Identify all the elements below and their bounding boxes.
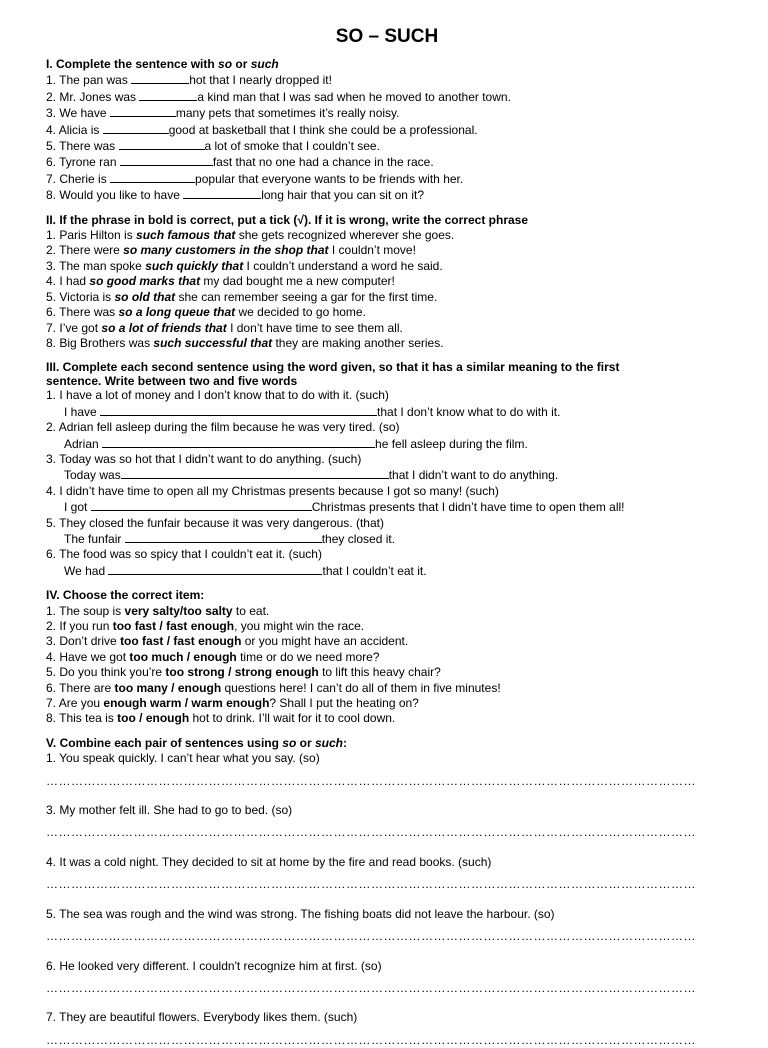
- section-3-items: [46, 388, 728, 579]
- choice-options[interactable]: too strong / strong enough: [165, 665, 319, 680]
- item-text: that I don’t know what to do with it.: [377, 404, 561, 419]
- s3-rewrite: [64, 467, 728, 483]
- item-text: There were: [59, 243, 124, 258]
- item-text: popular that everyone wants to be friends with her.: [195, 171, 464, 186]
- s3-rewrite: [64, 499, 728, 515]
- item-text: time or do we need more?: [236, 649, 380, 664]
- s4-item: [46, 650, 728, 665]
- item-number: 1.: [46, 751, 57, 766]
- s1-item: [46, 105, 728, 121]
- item-text: Cherie is: [59, 171, 111, 186]
- item-text: Adrian: [64, 436, 103, 451]
- answer-dotted-line[interactable]: …………………………………………………………………………………………………………………………………………: [46, 825, 696, 840]
- s1-item: [46, 138, 728, 154]
- s3-item: [46, 547, 728, 562]
- item-number: 4.: [46, 649, 57, 664]
- item-text: Alicia is: [58, 122, 103, 137]
- item-text: hot that I nearly dropped it!: [189, 73, 332, 88]
- choice-options[interactable]: very salty/too salty: [124, 603, 233, 618]
- heading-colon: :: [343, 735, 347, 750]
- item-text: Victoria is: [59, 289, 115, 304]
- item-text: I have a lot of money and I don’t know that to do with it. (such): [59, 388, 389, 403]
- answer-dotted-line[interactable]: …………………………………………………………………………………………………………………………………………: [46, 773, 696, 788]
- item-number: 3.: [46, 106, 57, 121]
- choice-options[interactable]: too fast / fast enough: [120, 634, 242, 649]
- item-text: Today was: [64, 468, 121, 483]
- item-text: There was: [59, 305, 119, 320]
- s5-item: [46, 959, 728, 974]
- item-text: Paris Hilton is: [59, 228, 137, 243]
- heading-so: so: [218, 57, 233, 71]
- s3-item: [46, 388, 728, 403]
- item-text: Tyrone ran: [59, 155, 120, 170]
- s1-item: [46, 89, 728, 105]
- item-text: I’ve got: [59, 320, 102, 335]
- s3-rewrite: [64, 563, 728, 579]
- item-text: fast that no one had a chance in the race.: [212, 155, 434, 170]
- item-number: 7.: [46, 1010, 57, 1025]
- heading-text: V. Combine each pair of sentences using: [46, 735, 283, 750]
- heading-such: such: [250, 57, 279, 71]
- section-4: [46, 588, 728, 727]
- item-number: 2.: [46, 420, 57, 435]
- page-title: SO – SUCH: [335, 26, 439, 47]
- item-text: to lift this heavy chair?: [318, 665, 441, 680]
- answer-blank[interactable]: [131, 72, 189, 84]
- s4-item: [46, 711, 728, 726]
- s3-rewrite: [64, 404, 728, 420]
- answer-dotted-line[interactable]: …………………………………………………………………………………………………………………………………………: [46, 1032, 696, 1047]
- item-text: My mother felt ill. She had to go to bed. (so): [59, 803, 293, 818]
- answer-dotted-line[interactable]: …………………………………………………………………………………………………………………………………………: [46, 980, 696, 995]
- item-number: 4.: [46, 483, 57, 498]
- item-text: The soup is: [59, 603, 125, 618]
- item-text: they closed it.: [321, 531, 396, 546]
- s3-rewrite: [64, 531, 728, 547]
- answer-dotted-line[interactable]: …………………………………………………………………………………………………………………………………………: [46, 877, 696, 892]
- s5-item: [46, 803, 728, 818]
- answer-blank[interactable]: [103, 122, 169, 134]
- s4-item: [46, 634, 728, 649]
- section-5-items: [46, 751, 728, 1048]
- bold-phrase: such quickly that: [145, 258, 244, 273]
- s3-item: [46, 420, 728, 435]
- choice-options[interactable]: too fast / fast enough: [112, 619, 235, 633]
- item-text: Christmas presents that I didn’t have time to open them all!: [311, 500, 625, 515]
- item-number: 3.: [46, 451, 57, 466]
- s2-item: [46, 274, 728, 289]
- item-text: to eat.: [232, 603, 270, 618]
- s4-item: [46, 619, 728, 634]
- item-number: 4.: [46, 854, 57, 869]
- item-number: 6.: [46, 547, 57, 562]
- item-text: good at basketball that I think she could be a professional.: [168, 122, 478, 137]
- s3-item: [46, 452, 728, 467]
- s5-item: [46, 907, 728, 922]
- item-number: 6.: [46, 680, 57, 695]
- section-5-heading: [46, 736, 728, 751]
- section-1-heading: [46, 57, 728, 72]
- item-text: that I couldn’t eat it.: [322, 563, 427, 578]
- item-text: I couldn’t move!: [328, 243, 416, 258]
- s4-item: [46, 696, 728, 711]
- item-text: Mr. Jones was: [59, 89, 140, 104]
- answer-blank[interactable]: [139, 89, 197, 101]
- item-text: He looked very different. I couldn't recognize him at first. (so): [59, 958, 382, 973]
- bold-phrase: so old that: [114, 289, 176, 304]
- item-number: 6.: [46, 155, 57, 170]
- s3-rewrite: [64, 436, 728, 452]
- s3-item: [46, 516, 728, 531]
- item-number: 2.: [46, 89, 57, 104]
- answer-blank[interactable]: [102, 436, 375, 448]
- item-text: she can remember seeing a gar for the first time.: [175, 289, 438, 304]
- s2-item: [46, 259, 728, 274]
- s1-item: [46, 122, 728, 138]
- s2-item: [46, 336, 728, 351]
- s2-item: [46, 321, 728, 336]
- item-text: I had: [59, 274, 90, 289]
- item-number: 1.: [46, 603, 57, 618]
- answer-blank[interactable]: [125, 531, 322, 543]
- s4-item: [46, 665, 728, 680]
- answer-blank[interactable]: [108, 563, 322, 575]
- item-text: We had: [64, 563, 109, 578]
- item-number: 7.: [46, 320, 57, 335]
- heading-line: III. Complete each second sentence using the word given, so that it has a similar meaning to the first: [46, 360, 620, 375]
- item-number: 5.: [46, 139, 57, 154]
- bold-phrase: such famous that: [136, 228, 236, 243]
- s1-item: [46, 187, 728, 203]
- bold-phrase: so a lot of friends that: [101, 320, 227, 335]
- item-number: 4.: [46, 274, 57, 289]
- item-text: Today was so hot that I didn’t want to do anything. (such): [59, 451, 362, 466]
- item-text: we decided to go home.: [235, 305, 366, 320]
- answer-blank[interactable]: [121, 467, 389, 479]
- heading-so: so: [282, 735, 297, 750]
- item-number: 1.: [46, 228, 57, 243]
- section-3: [46, 360, 728, 579]
- item-text: There was: [59, 139, 119, 154]
- item-text: I have: [64, 404, 101, 419]
- section-5: [46, 736, 728, 1048]
- item-text: They are beautiful flowers. Everybody likes them. (such): [59, 1010, 358, 1025]
- bold-phrase: such successful that: [153, 335, 273, 350]
- item-text: she gets recognized wherever she goes.: [235, 228, 455, 243]
- item-number: 8.: [46, 711, 57, 726]
- item-number: 5.: [46, 515, 57, 530]
- answer-dotted-line[interactable]: …………………………………………………………………………………………………………………………………………: [46, 929, 696, 944]
- bold-phrase: so good marks that: [89, 274, 201, 289]
- item-text: I couldn’t understand a word he said.: [243, 258, 443, 273]
- item-text: There are: [59, 680, 115, 695]
- item-text: a lot of smoke that I couldn’t see.: [204, 139, 380, 154]
- item-text: ? Shall I put the heating on?: [269, 696, 419, 711]
- s1-item: [46, 171, 728, 187]
- item-text: We have: [59, 106, 110, 121]
- item-text: Are you: [58, 696, 104, 711]
- item-text: This tea is: [59, 711, 118, 726]
- item-text: You speak quickly. I can’t hear what you say. (so): [59, 751, 320, 766]
- item-text: or you might have an accident.: [241, 634, 409, 649]
- item-text: , you might win the race.: [234, 619, 365, 633]
- item-number: 2.: [46, 243, 57, 258]
- item-number: 5.: [46, 665, 57, 680]
- section-2: [46, 213, 728, 352]
- item-number: 7.: [46, 696, 57, 711]
- item-number: 7.: [46, 171, 57, 186]
- item-text: questions here! I can’t do all of them in five minutes!: [221, 680, 501, 695]
- item-text: Adrian fell asleep during the film because he was very tired. (so): [58, 420, 400, 435]
- item-number: 6.: [46, 305, 57, 320]
- s2-item: [46, 290, 728, 305]
- heading-or: or: [232, 57, 251, 71]
- s2-item: [46, 305, 728, 320]
- s1-item: [46, 72, 728, 88]
- item-text: The food was so spicy that I couldn’t eat it. (such): [59, 547, 322, 562]
- heading-line: sentence. Write between two and five words: [46, 374, 298, 389]
- heading-or: or: [296, 735, 315, 750]
- item-text: The pan was: [59, 73, 132, 88]
- answer-blank[interactable]: [119, 138, 205, 150]
- item-number: 5.: [46, 289, 57, 304]
- choice-options[interactable]: too / enough: [117, 711, 190, 726]
- item-text: Have we got: [59, 649, 130, 664]
- item-text: hot to drink. I’ll wait for it to cool down.: [189, 711, 396, 726]
- item-number: 4.: [46, 122, 57, 137]
- heading-such: such: [314, 735, 343, 750]
- item-text: The sea was rough and the wind was strong. The fishing boats did not leave the harbour. (so): [59, 906, 555, 921]
- answer-blank[interactable]: [120, 154, 213, 166]
- section-2-heading: II. If the phrase in bold is correct, put a tick (√). If it is wrong, write the correct phrase: [46, 212, 529, 227]
- s2-item: [46, 228, 728, 243]
- s3-item: [46, 484, 728, 499]
- item-text: Don’t drive: [59, 634, 121, 649]
- section-4-items: [46, 604, 728, 727]
- item-text: I got: [64, 500, 91, 515]
- answer-blank[interactable]: [183, 187, 261, 199]
- bold-phrase: so many customers in the shop that: [123, 243, 329, 258]
- s5-item: [46, 855, 728, 870]
- item-text: The funfair: [64, 531, 125, 546]
- item-text: he fell asleep during the film.: [375, 436, 528, 451]
- item-text: They closed the funfair because it was very dangerous. (that): [59, 515, 384, 530]
- item-text: If you run: [59, 619, 113, 633]
- s5-item: [46, 1010, 728, 1025]
- item-number: 1.: [46, 73, 57, 88]
- item-text: Big Brothers was: [59, 335, 154, 350]
- s2-item: [46, 243, 728, 258]
- item-text: It was a cold night. They decided to sit at home by the fire and read books. (such): [59, 854, 492, 869]
- section-3-heading: [46, 360, 728, 388]
- item-number: 5.: [46, 906, 57, 921]
- heading-text: I. Complete the sentence with: [46, 57, 219, 71]
- s4-item: [46, 604, 728, 619]
- item-number: 3.: [46, 258, 57, 273]
- answer-blank[interactable]: [91, 499, 312, 511]
- item-text: a kind man that I was sad when he moved to another town.: [197, 89, 511, 104]
- choice-options[interactable]: enough warm / warm enough: [103, 696, 270, 711]
- item-number: 2.: [46, 619, 57, 633]
- section-1: [46, 57, 728, 204]
- item-text: I don’t have time to see them all.: [226, 320, 403, 335]
- s5-item: [46, 751, 728, 766]
- item-text: Would you like to have: [59, 188, 184, 203]
- s1-item: [46, 154, 728, 170]
- answer-blank[interactable]: [110, 171, 195, 183]
- item-text: many pets that sometimes it’s really noisy.: [175, 106, 400, 121]
- choice-options[interactable]: too much / enough: [129, 649, 237, 664]
- section-1-items: [46, 72, 728, 203]
- item-number: 8.: [46, 335, 57, 350]
- item-number: 1.: [46, 388, 57, 403]
- item-text: they are making another series.: [272, 335, 444, 350]
- section-2-items: [46, 228, 728, 351]
- item-number: 8.: [46, 188, 57, 203]
- item-text: my dad bought me a new computer!: [200, 274, 395, 289]
- item-text: The man spoke: [59, 258, 146, 273]
- item-number: 3.: [46, 634, 57, 649]
- item-number: 3.: [46, 803, 57, 818]
- item-text: long hair that you can sit on it?: [261, 188, 424, 203]
- answer-blank[interactable]: [100, 404, 377, 416]
- item-text: Do you think you’re: [59, 665, 166, 680]
- answer-blank[interactable]: [110, 105, 176, 117]
- item-text: I didn’t have time to open all my Christmas presents because I got so many! (such): [59, 483, 499, 498]
- item-number: 6.: [46, 958, 57, 973]
- section-4-heading: IV. Choose the correct item:: [46, 588, 205, 603]
- bold-phrase: so a long queue that: [118, 305, 236, 320]
- item-text: that I didn’t want to do anything.: [388, 468, 559, 483]
- s4-item: [46, 681, 728, 696]
- choice-options[interactable]: too many / enough: [114, 680, 222, 695]
